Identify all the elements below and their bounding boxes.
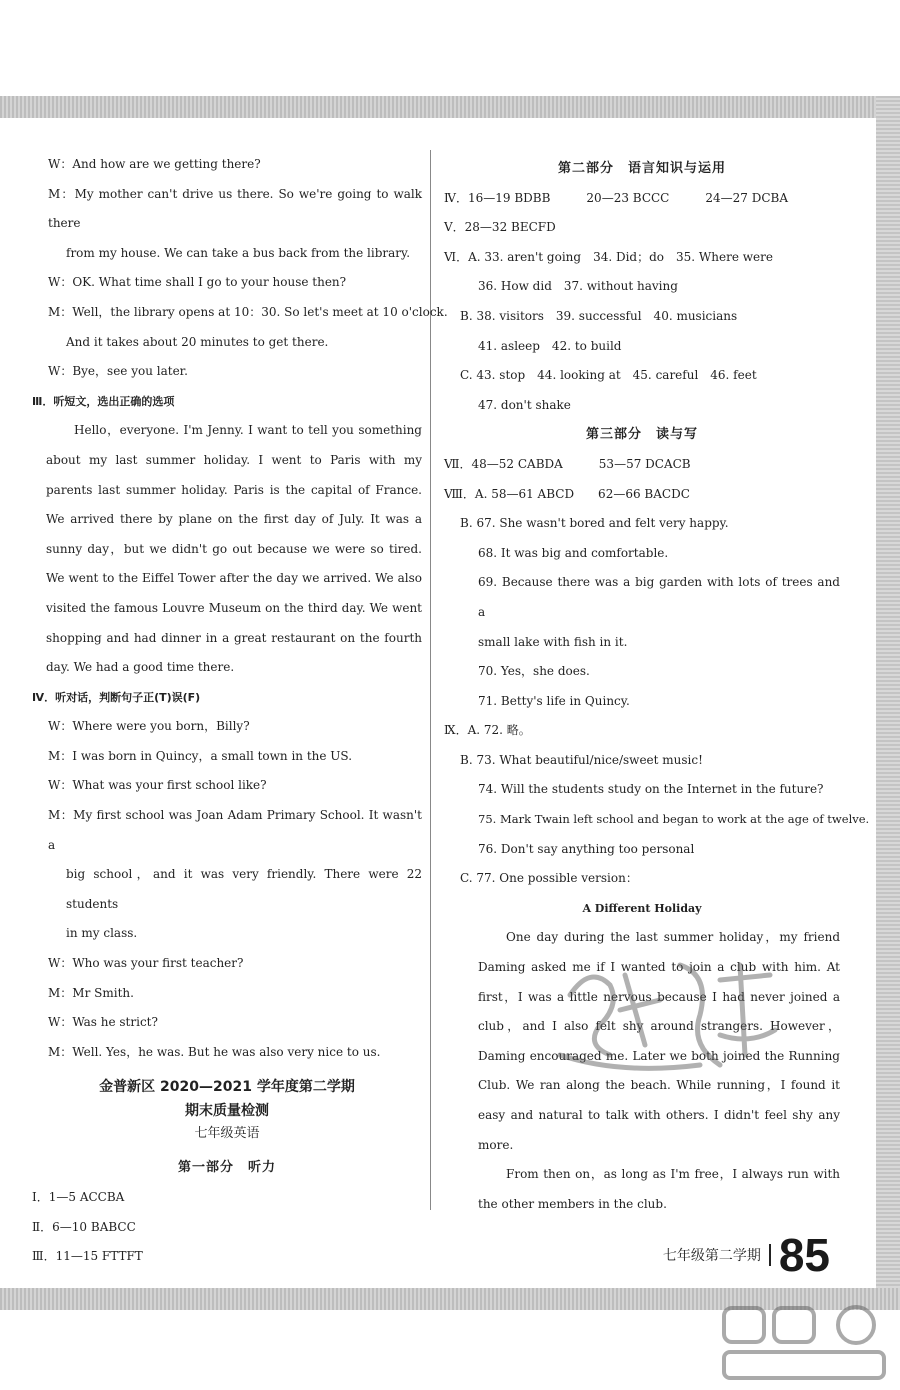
exam-title: 金普新区 2020—2021 学年度第二学期 — [99, 1079, 355, 1096]
answer-line: Ⅲ．11—15 FTTFT — [32, 1249, 143, 1264]
section-heading: Ⅳ．听对话，判断句子正(T)误(F) — [32, 690, 201, 704]
dialogue-line: M：Mr Smith. — [48, 985, 134, 1000]
answer-line: 71. Betty's life in Quincy. — [478, 693, 630, 708]
answer-line: Ⅸ．A. 72. 略。 — [444, 723, 531, 738]
dialogue-line: W：Who was your first teacher? — [48, 956, 244, 971]
answer-line: 68. It was big and comfortable. — [478, 545, 669, 560]
dialogue-line: in my class. — [66, 926, 138, 941]
answer-line: B. 73. What beautiful/nice/sweet music! — [460, 752, 703, 767]
dialogue-line: big school，and it was very friendly. There were 22 students — [66, 867, 422, 911]
dialogue-line: W：OK. What time shall I go to your house then? — [48, 275, 347, 290]
dialogue-line: W：What was your first school like? — [48, 778, 267, 793]
scan-border-right — [876, 96, 900, 1310]
answer-line: 41. asleep 42. to build — [478, 338, 622, 353]
essay-paragraph: One day during the last summer holiday，my friend Daming asked me if I wanted to join a club with him. At first，I was a little nervous because I had never joined a club，and I also felt shy around strangers. However，Daming encouraged me. Later we both joined the Running Club. We ran along the beach. While running，I found it easy and natural to talk with others. I didn't feel shy any more. — [478, 930, 840, 1152]
page-footer — [662, 1229, 830, 1281]
dialogue-line: M：My first school was Joan Adam Primary School. It wasn't a — [48, 808, 422, 852]
answer-line: 76. Don't say anything too personal — [478, 841, 695, 856]
answer-line: B. 67. She wasn't bored and felt very happy. — [460, 516, 729, 531]
answer-line: 70. Yes，she does. — [478, 664, 590, 679]
answer-line: 69. Because there was a big garden with lots of trees and a — [478, 575, 840, 619]
exam-title-line2: 期末质量检测 — [185, 1103, 269, 1120]
dialogue-line: W：Was he strict? — [48, 1015, 158, 1030]
answer-line: 74. Will the students study on the Internet in the future? — [478, 782, 824, 797]
answer-line: B. 38. visitors 39. successful 40. musicians — [460, 308, 738, 323]
answer-line: 75. Mark Twain left school and began to work at the age of twelve. — [478, 812, 870, 827]
dialogue-line: M：My mother can't drive us there. So we're going to walk there — [48, 186, 422, 231]
answer-line: small lake with fish in it. — [478, 634, 628, 649]
exam-subtitle: 七年级英语 — [194, 1126, 260, 1142]
dialogue-line: W：And how are we getting there? — [48, 157, 261, 171]
answer-line: Ⅰ．1—5 ACCBA — [32, 1190, 125, 1204]
answer-line: Ⅷ．A. 58—61 ABCD 62—66 BACDC — [444, 486, 690, 501]
part-heading: 第一部分 听力 — [177, 1160, 276, 1176]
page-number: 85 — [778, 1229, 830, 1281]
answer-line: Ⅱ．6—10 BABCC — [32, 1219, 136, 1234]
watermark-logo — [716, 1300, 896, 1384]
essay-title: A Different Holiday — [582, 901, 702, 915]
section-heading: Ⅲ．听短文，选出正确的选项 — [32, 394, 175, 408]
dialogue-line: M：I was born in Quincy，a small town in the US. — [48, 748, 353, 763]
part-heading: 第三部分 读与写 — [585, 427, 698, 443]
dialogue-line: And it takes about 20 minutes to get there. — [66, 334, 329, 349]
dialogue-line: from my house. We can take a bus back from the library. — [66, 245, 411, 260]
dialogue-line: M：Well. Yes，he was. But he was also very nice to us. — [48, 1044, 381, 1059]
grade-label: 七年级第二学期 — [662, 1248, 761, 1264]
answer-line: 47. don't shake — [478, 397, 571, 412]
dialogue-line: W：Bye，see you later. — [48, 364, 188, 379]
listening-passage: Hello，everyone. I'm Jenny. I want to tell you something about my last summer holiday. I went to Paris with my parents last summer holiday. Paris is the capital of France. We arrived there by plane on the first day of July. It was a sunny day，but we didn't go out because we were so tired. We went to the Eiffel Tower after the day we arrived. We also visited the famous Louvre Museum on the third day. We went shopping and had dinner in a great restaurant on the fourth day. We had a good time there. — [46, 423, 422, 675]
essay-paragraph: From then on，as long as I'm free，I always run with the other members in the club. — [478, 1167, 840, 1211]
answer-line: C. 77. One possible version： — [460, 871, 638, 886]
answer-line: Ⅵ．A. 33. aren't going 34. Did；do 35. Where were — [444, 249, 773, 264]
left-column — [32, 150, 448, 1272]
answer-line: Ⅳ．16—19 BDBB 20—23 BCCC 24—27 DCBA — [444, 190, 788, 205]
dialogue-line: W：Where were you born，Billy? — [48, 719, 250, 734]
footer-separator — [769, 1244, 771, 1266]
answer-line: C. 43. stop 44. looking at 45. careful 46. feet — [460, 368, 757, 383]
dialogue-line: M：Well，the library opens at 10：30. So let's meet at 10 o'clock. — [48, 304, 448, 319]
answer-line: Ⅶ．48—52 CABDA 53—57 DCACB — [444, 456, 691, 471]
right-column — [444, 150, 870, 1219]
part-heading: 第二部分 语言知识与运用 — [557, 161, 726, 176]
answer-line: 36. How did 37. without having — [478, 279, 678, 294]
answer-line: Ⅴ．28—32 BECFD — [444, 220, 556, 235]
scan-border-top — [0, 96, 900, 118]
